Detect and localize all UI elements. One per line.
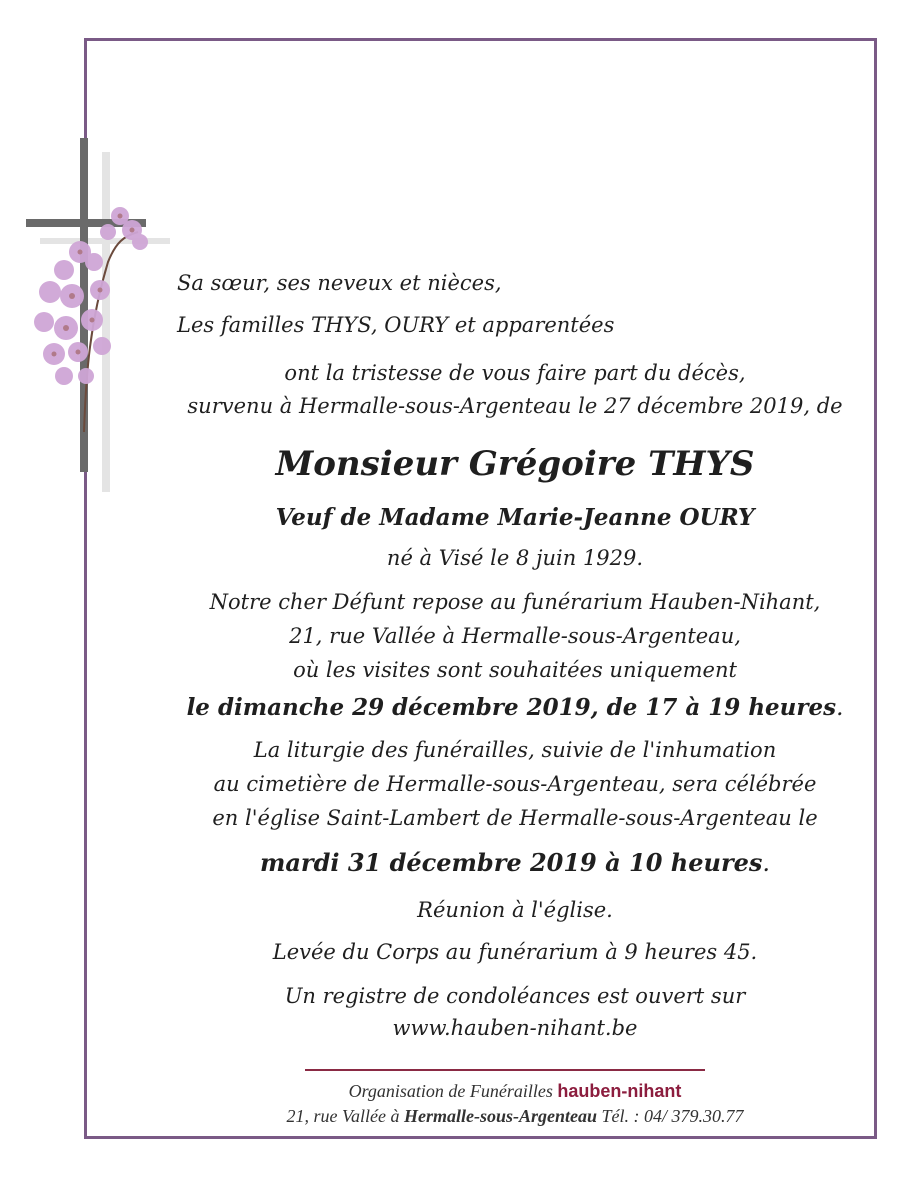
intro-line-1: Sa sœur, ses neveux et nièces, (177, 271, 502, 295)
footer-address-city: Hermalle-sous-Argenteau (403, 1106, 597, 1126)
footer-separator (305, 1069, 705, 1071)
announcement-line-2: survenu à Hermalle-sous-Argenteau le 27 décembre 2019, de (187, 394, 843, 418)
funeral-date (56, 848, 918, 877)
meeting-info: Réunion à l'église. (417, 898, 613, 922)
brand-logo: hauben-nihant (557, 1081, 682, 1101)
page-border (84, 38, 877, 1139)
funeral-line-3: en l'église Saint-Lambert de Hermalle-sous-Argenteau le (212, 806, 818, 830)
footer-address-prefix: 21, rue Vallée à (286, 1106, 400, 1126)
viewing-date (56, 694, 918, 721)
birth-info: né à Visé le 8 juin 1929. (386, 546, 644, 570)
funeral-date-suffix: . (762, 849, 771, 877)
footer-phone: Tél. : 04/ 379.30.77 (601, 1106, 744, 1126)
widow-of: Veuf de Madame Marie-Jeanne OURY (275, 504, 755, 531)
funeral-line-2: au cimetière de Hermalle-sous-Argenteau, sera célébrée (213, 772, 817, 796)
deceased-name: Monsieur Grégoire THYS (275, 444, 755, 484)
registry-url: www.hauben-nihant.be (392, 1016, 638, 1040)
registry-line: Un registre de condoléances est ouvert sur (284, 984, 746, 1008)
intro-line-2: Les familles THYS, OURY et apparentées (177, 313, 615, 337)
footer-address (56, 1106, 918, 1127)
funeral-date-text: mardi 31 décembre 2019 à 10 heures (259, 848, 763, 877)
viewing-line-2: 21, rue Vallée à Hermalle-sous-Argenteau, (289, 624, 741, 648)
viewing-date-text: le dimanche 29 décembre 2019, de 17 à 19 heures (186, 694, 837, 721)
levee-info: Levée du Corps au funérarium à 9 heures 45. (272, 940, 758, 964)
announcement-line-1: ont la tristesse de vous faire part du décès, (284, 361, 746, 385)
viewing-line-3: où les visites sont souhaitées uniquement (293, 658, 737, 682)
footer-org-prefix: Organisation de Funérailles (348, 1081, 553, 1101)
footer-organisation (56, 1081, 918, 1102)
funeral-line-1: La liturgie des funérailles, suivie de l'inhumation (253, 738, 777, 762)
viewing-date-suffix: . (836, 695, 844, 721)
viewing-line-1: Notre cher Défunt repose au funérarium Hauben-Nihant, (209, 590, 821, 614)
